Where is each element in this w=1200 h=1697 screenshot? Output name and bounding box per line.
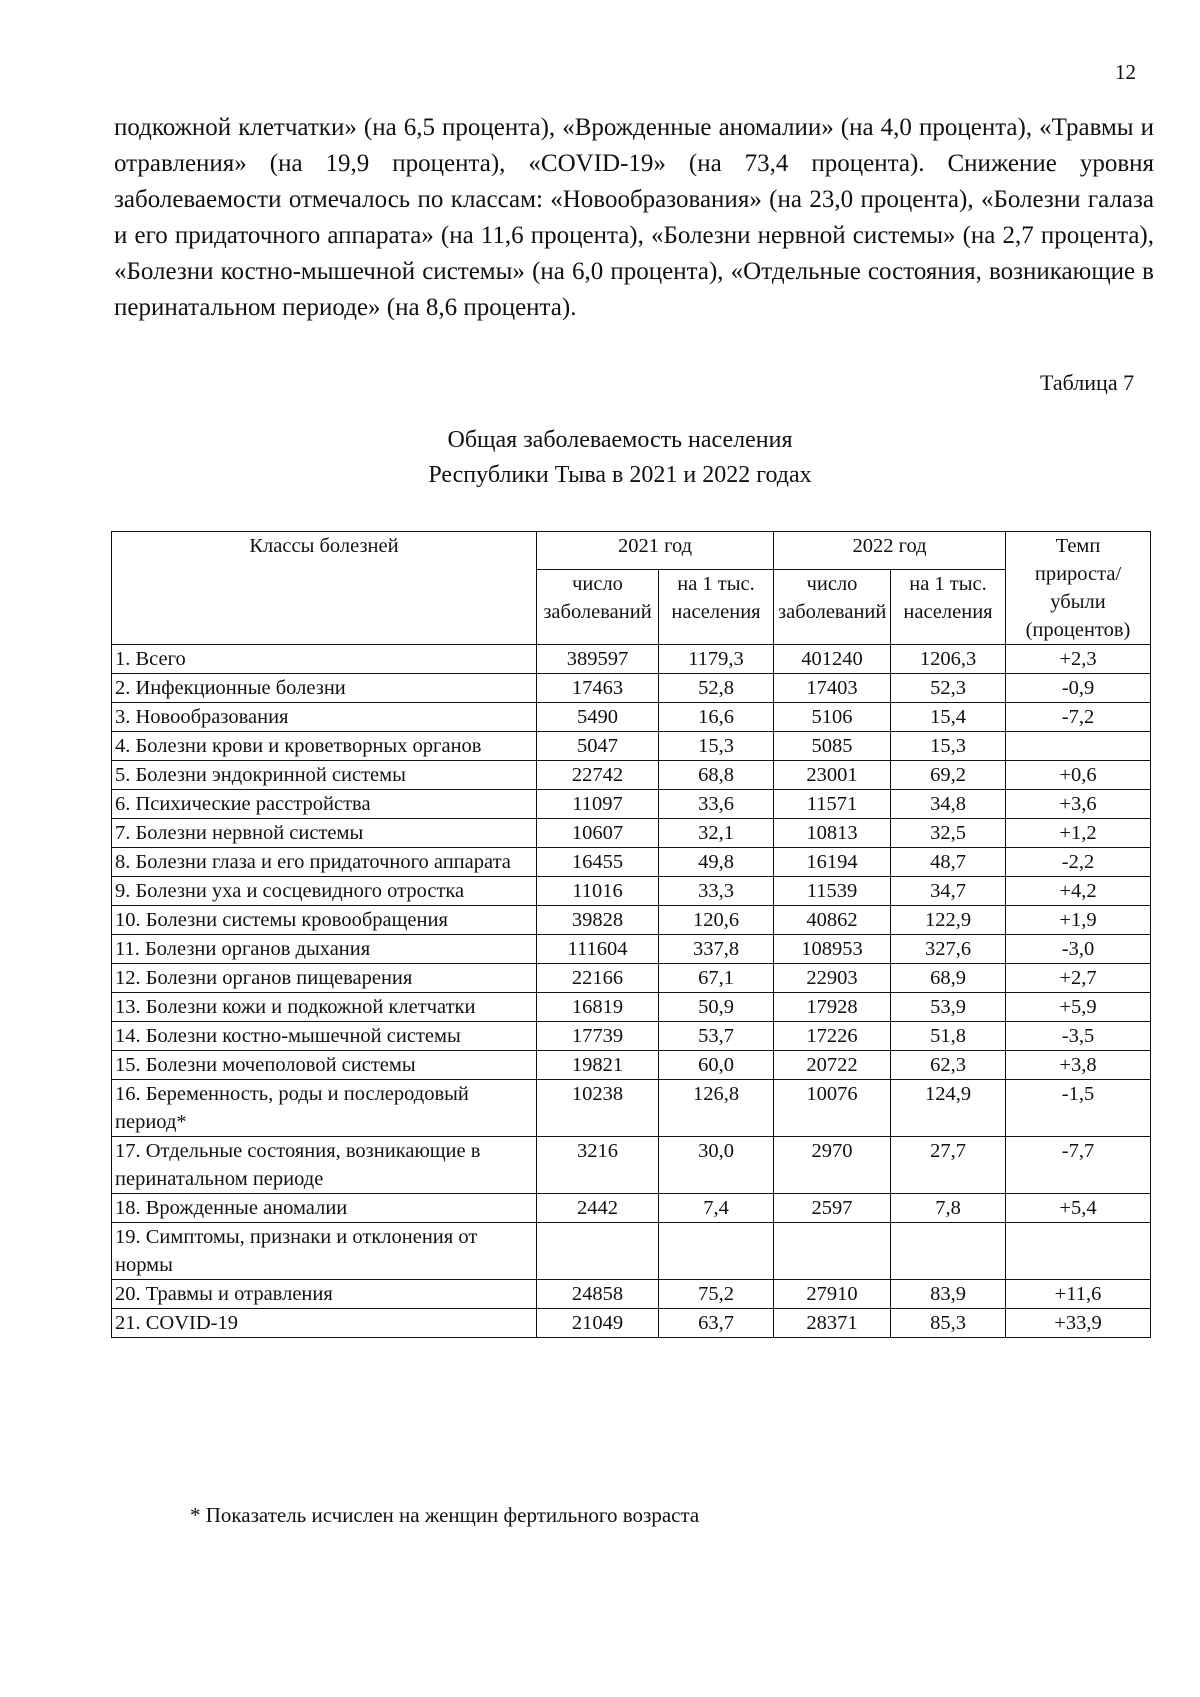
cell-cases-2022: 17928 — [774, 993, 891, 1022]
cell-cases-2022: 23001 — [774, 761, 891, 790]
cell-per-1000-2021: 32,1 — [659, 819, 774, 848]
body-paragraph: подкожной клетчатки» (на 6,5 процента), «Врожденные аномалии» (на 4,0 процента), «Травмы и отравления» (на 19,9 процента), «COVID-19» (на 73,4 процента). Снижение уровня заболеваемости отмечалось по классам: «Новообразования» (на 23,0 процента), «Болезни галаза и его придаточного аппарата» (на 11,6 процента), «Болезни нервной системы» (на 2,7 процента), «Болезни костно-мышечной системы» (на 6,0 процента), «Отдельные состояния, возникающие в перинатальном периоде» (на 8,6 процента). — [114, 114, 1154, 321]
cell-per-1000-2021: 33,6 — [659, 790, 774, 819]
cell-per-1000-2022: 52,3 — [891, 674, 1006, 703]
cell-cases-2021: 39828 — [537, 906, 659, 935]
header-year-2022: 2022 год — [774, 532, 1006, 570]
cell-growth-rate: +11,6 — [1006, 1280, 1151, 1309]
cell-disease-class: 5. Болезни эндокринной системы — [112, 761, 537, 790]
cell-growth-rate: +2,7 — [1006, 964, 1151, 993]
cell-cases-2021: 2442 — [537, 1194, 659, 1223]
cell-disease-class: 4. Болезни крови и кроветворных органов — [112, 732, 537, 761]
cell-cases-2022: 2970 — [774, 1137, 891, 1194]
cell-per-1000-2022: 34,8 — [891, 790, 1006, 819]
cell-per-1000-2021: 126,8 — [659, 1080, 774, 1137]
cell-per-1000-2021: 1179,3 — [659, 645, 774, 674]
cell-per-1000-2022: 53,9 — [891, 993, 1006, 1022]
cell-disease-class: 15. Болезни мочеполовой системы — [112, 1051, 537, 1080]
cell-disease-class: 14. Болезни костно-мышечной системы — [112, 1022, 537, 1051]
cell-cases-2021: 5490 — [537, 703, 659, 732]
cell-growth-rate: +0,6 — [1006, 761, 1151, 790]
cell-per-1000-2022: 7,8 — [891, 1194, 1006, 1223]
cell-per-1000-2022: 69,2 — [891, 761, 1006, 790]
table-row — [112, 1051, 1151, 1080]
cell-disease-class: 19. Симптомы, признаки и отклонения от нормы — [112, 1223, 537, 1280]
cell-cases-2021: 21049 — [537, 1309, 659, 1338]
footnote: * Показатель исчислен на женщин фертильного возраста — [190, 1503, 700, 1527]
cell-cases-2021: 22166 — [537, 964, 659, 993]
header-cases-2021: число заболеваний — [537, 570, 659, 645]
cell-per-1000-2021: 16,6 — [659, 703, 774, 732]
cell-growth-rate: -7,2 — [1006, 703, 1151, 732]
cell-per-1000-2022: 62,3 — [891, 1051, 1006, 1080]
table-row — [112, 935, 1151, 964]
cell-per-1000-2022: 68,9 — [891, 964, 1006, 993]
cell-cases-2022: 20722 — [774, 1051, 891, 1080]
cell-disease-class: 9. Болезни уха и сосцевидного отростка — [112, 877, 537, 906]
header-classes: Классы болезней — [112, 532, 537, 645]
cell-cases-2022 — [774, 1223, 891, 1280]
cell-cases-2022: 10813 — [774, 819, 891, 848]
table-row — [112, 703, 1151, 732]
cell-growth-rate: +5,9 — [1006, 993, 1151, 1022]
cell-per-1000-2021: 63,7 — [659, 1309, 774, 1338]
cell-disease-class: 16. Беременность, роды и послеродовый период* — [112, 1080, 537, 1137]
cell-cases-2022: 17226 — [774, 1022, 891, 1051]
cell-disease-class: 3. Новообразования — [112, 703, 537, 732]
cell-cases-2022: 40862 — [774, 906, 891, 935]
cell-cases-2022: 401240 — [774, 645, 891, 674]
cell-growth-rate: -0,9 — [1006, 674, 1151, 703]
cell-disease-class: 11. Болезни органов дыхания — [112, 935, 537, 964]
table-row — [112, 993, 1151, 1022]
table-row — [112, 964, 1151, 993]
table-body — [112, 645, 1151, 1338]
cell-per-1000-2022: 122,9 — [891, 906, 1006, 935]
header-per-1000-2022: на 1 тыс. населения — [891, 570, 1006, 645]
cell-growth-rate: +3,6 — [1006, 790, 1151, 819]
cell-per-1000-2022: 83,9 — [891, 1280, 1006, 1309]
cell-cases-2021: 16819 — [537, 993, 659, 1022]
cell-per-1000-2021: 120,6 — [659, 906, 774, 935]
cell-per-1000-2022: 124,9 — [891, 1080, 1006, 1137]
cell-per-1000-2022: 15,3 — [891, 732, 1006, 761]
cell-per-1000-2022: 27,7 — [891, 1137, 1006, 1194]
cell-per-1000-2021: 75,2 — [659, 1280, 774, 1309]
cell-per-1000-2021: 50,9 — [659, 993, 774, 1022]
cell-per-1000-2021: 33,3 — [659, 877, 774, 906]
cell-per-1000-2021: 337,8 — [659, 935, 774, 964]
cell-disease-class: 20. Травмы и отравления — [112, 1280, 537, 1309]
table-row — [112, 674, 1151, 703]
cell-cases-2022: 17403 — [774, 674, 891, 703]
cell-cases-2021 — [537, 1223, 659, 1280]
header-per-1000-2021: на 1 тыс. населения — [659, 570, 774, 645]
cell-growth-rate — [1006, 1223, 1151, 1280]
cell-per-1000-2022: 1206,3 — [891, 645, 1006, 674]
cell-per-1000-2021: 7,4 — [659, 1194, 774, 1223]
cell-growth-rate: +33,9 — [1006, 1309, 1151, 1338]
table-title-line-1: Общая заболеваемость населения — [447, 427, 793, 453]
cell-cases-2021: 3216 — [537, 1137, 659, 1194]
cell-disease-class: 12. Болезни органов пищеварения — [112, 964, 537, 993]
table-title-line-2: Республики Тыва в 2021 и 2022 годах — [428, 462, 812, 488]
cell-per-1000-2022: 51,8 — [891, 1022, 1006, 1051]
cell-disease-class: 7. Болезни нервной системы — [112, 819, 537, 848]
cell-growth-rate: -2,2 — [1006, 848, 1151, 877]
page-number: 12 — [1115, 60, 1136, 84]
cell-cases-2022: 22903 — [774, 964, 891, 993]
cell-growth-rate: +1,2 — [1006, 819, 1151, 848]
cell-growth-rate: +3,8 — [1006, 1051, 1151, 1080]
cell-growth-rate — [1006, 732, 1151, 761]
cell-growth-rate: +4,2 — [1006, 877, 1151, 906]
cell-per-1000-2022: 34,7 — [891, 877, 1006, 906]
cell-growth-rate: +5,4 — [1006, 1194, 1151, 1223]
cell-disease-class: 1. Всего — [112, 645, 537, 674]
cell-disease-class: 6. Психические расстройства — [112, 790, 537, 819]
table-row — [112, 1280, 1151, 1309]
cell-cases-2022: 11539 — [774, 877, 891, 906]
cell-disease-class: 18. Врожденные аномалии — [112, 1194, 537, 1223]
cell-growth-rate: -3,5 — [1006, 1022, 1151, 1051]
cell-cases-2022: 10076 — [774, 1080, 891, 1137]
cell-per-1000-2022: 327,6 — [891, 935, 1006, 964]
cell-cases-2022: 108953 — [774, 935, 891, 964]
cell-growth-rate: -1,5 — [1006, 1080, 1151, 1137]
cell-per-1000-2021: 68,8 — [659, 761, 774, 790]
cell-per-1000-2022: 15,4 — [891, 703, 1006, 732]
table-row — [112, 1309, 1151, 1338]
table-row — [112, 877, 1151, 906]
cell-per-1000-2022: 85,3 — [891, 1309, 1006, 1338]
cell-cases-2021: 16455 — [537, 848, 659, 877]
cell-cases-2021: 11097 — [537, 790, 659, 819]
cell-cases-2021: 10238 — [537, 1080, 659, 1137]
cell-cases-2022: 2597 — [774, 1194, 891, 1223]
cell-cases-2022: 5106 — [774, 703, 891, 732]
table-row — [112, 1080, 1151, 1137]
cell-per-1000-2021: 67,1 — [659, 964, 774, 993]
table-row — [112, 1223, 1151, 1280]
cell-cases-2021: 17463 — [537, 674, 659, 703]
cell-disease-class: 8. Болезни глаза и его придаточного аппарата — [112, 848, 537, 877]
cell-cases-2021: 22742 — [537, 761, 659, 790]
table-row — [112, 761, 1151, 790]
cell-cases-2021: 10607 — [537, 819, 659, 848]
cell-growth-rate: -7,7 — [1006, 1137, 1151, 1194]
cell-per-1000-2021: 49,8 — [659, 848, 774, 877]
cell-per-1000-2021: 15,3 — [659, 732, 774, 761]
cell-per-1000-2022 — [891, 1223, 1006, 1280]
cell-per-1000-2022: 48,7 — [891, 848, 1006, 877]
table-row — [112, 848, 1151, 877]
cell-cases-2021: 19821 — [537, 1051, 659, 1080]
cell-growth-rate: +1,9 — [1006, 906, 1151, 935]
cell-growth-rate: -3,0 — [1006, 935, 1151, 964]
cell-cases-2021: 111604 — [537, 935, 659, 964]
table-label: Таблица 7 — [1040, 370, 1135, 395]
table-row — [112, 1194, 1151, 1223]
cell-cases-2022: 28371 — [774, 1309, 891, 1338]
header-growth-rate: Темп прироста/ убыли (процентов) — [1006, 532, 1151, 645]
table-row — [112, 1022, 1151, 1051]
cell-cases-2022: 5085 — [774, 732, 891, 761]
cell-per-1000-2021 — [659, 1223, 774, 1280]
cell-cases-2022: 27910 — [774, 1280, 891, 1309]
cell-cases-2021: 17739 — [537, 1022, 659, 1051]
table-header-row-1 — [112, 532, 1151, 570]
cell-per-1000-2022: 32,5 — [891, 819, 1006, 848]
cell-cases-2021: 11016 — [537, 877, 659, 906]
cell-growth-rate: +2,3 — [1006, 645, 1151, 674]
cell-disease-class: 17. Отдельные состояния, возникающие в перинатальном периоде — [112, 1137, 537, 1194]
table-title — [300, 423, 940, 493]
cell-cases-2021: 389597 — [537, 645, 659, 674]
cell-cases-2021: 24858 — [537, 1280, 659, 1309]
cell-cases-2022: 11571 — [774, 790, 891, 819]
cell-per-1000-2021: 30,0 — [659, 1137, 774, 1194]
table-row — [112, 732, 1151, 761]
cell-cases-2021: 5047 — [537, 732, 659, 761]
table-row — [112, 645, 1151, 674]
table-row — [112, 819, 1151, 848]
cell-disease-class: 10. Болезни системы кровообращения — [112, 906, 537, 935]
table-row — [112, 1137, 1151, 1194]
cell-disease-class: 13. Болезни кожи и подкожной клетчатки — [112, 993, 537, 1022]
morbidity-table — [111, 531, 1151, 1338]
cell-per-1000-2021: 52,8 — [659, 674, 774, 703]
table-row — [112, 906, 1151, 935]
header-cases-2022: число заболеваний — [774, 570, 891, 645]
cell-per-1000-2021: 53,7 — [659, 1022, 774, 1051]
cell-disease-class: 2. Инфекционные болезни — [112, 674, 537, 703]
cell-disease-class: 21. COVID-19 — [112, 1309, 537, 1338]
cell-per-1000-2021: 60,0 — [659, 1051, 774, 1080]
header-year-2021: 2021 год — [537, 532, 774, 570]
cell-cases-2022: 16194 — [774, 848, 891, 877]
table-row — [112, 790, 1151, 819]
